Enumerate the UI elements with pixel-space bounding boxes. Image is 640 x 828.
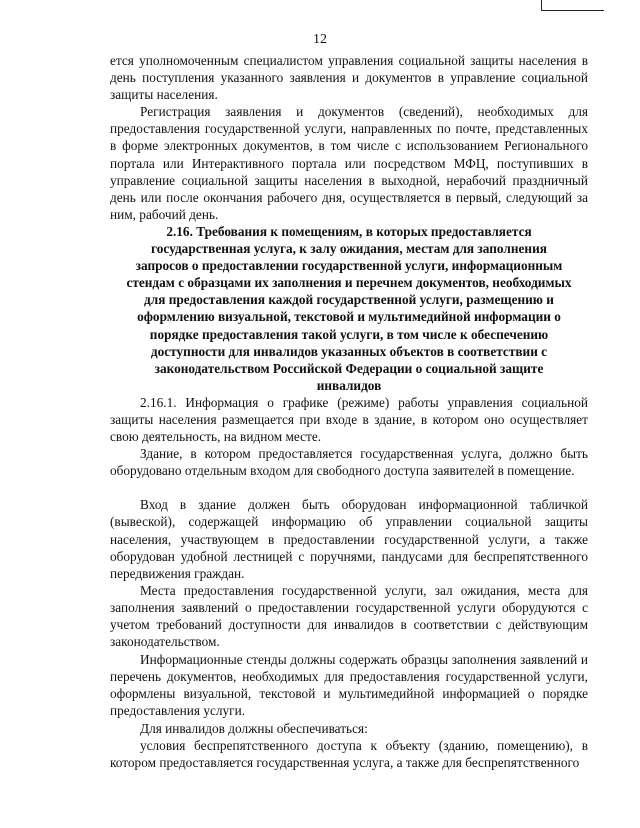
section-heading: 2.16. Требования к помещениям, в которых предоставляется государственная услуга, к залу ожидания, местам для заполнения запросов о предоставлении государственной услуги, информационным стендам с образцами их заполнения и перечнем документов, необходимых для предоставления каждой государственной услуги, размещению и оформлению визуальной, текстовой и мультимедийной информации о порядке предоставления такой услуги, в том числе к обеспечению доступности для инвалидов указанных объектов в соответствии с законодательством Российской Федерации о социальной защите инвалидов [126,223,572,393]
paragraph-access-conditions: условия беспрепятственного доступа к объекту (зданию, помещению), в котором предоставляется государственная услуга, а также для беспрепятственного [110,737,588,770]
page-number: 12 [313,32,327,47]
paragraph-separate-entrance: Здание, в котором предоставляется государственная услуга, должно быть оборудовано отдельным входом для свободного доступа заявителей в помещение. [110,446,588,479]
paragraph-continued: ется уполномоченным специалистом управления социальной защиты населения в день поступления указанного заявления и документов в управление социальной защиты населения. [110,53,588,103]
paragraph-schedule-info: 2.16.1. Информация о графике (режиме) работы управления социальной защиты населения размещается при входе в здание, в котором оно осуществляет свою деятельность, на видном месте. [110,394,588,445]
paragraph-info-stands: Информационные стенды должны содержать образцы заполнения заявлений и перечень документов, необходимых для предоставления государственной услуги, оформлены визуальной, текстовой и мультимедийной информацией о порядке предоставления услуги. [110,652,588,719]
corner-bracket-mark [541,0,604,11]
paragraph-entrance-sign: Вход в здание должен быть оборудован информационной табличкой (вывеской), содержащей информацию об управлении социальной защиты населения, участвующем в предоставлении государственной услуги, а также оборудован удобной лестницей с поручнями, пандусами для беспрепятственного передвижения граждан. [110,497,588,581]
paragraph-disabled-provisions: Для инвалидов должны обеспечиваться: [140,720,368,736]
document-body [110,52,588,771]
paragraph-registration: Регистрация заявления и документов (сведений), необходимых для предоставления государственной услуги, направленных по почте, представленных в форме электронных документов, в том числе с использованием Регионального портала или Интерактивного портала или посредством МФЦ, поступивших в управление социальной защиты населения в выходной, нерабочий праздничный день или после окончания рабочего дня, осуществляется в первый, следующий за ним, рабочий день. [110,104,588,222]
paragraph-accessibility: Места предоставления государственной услуги, зал ожидания, места для заполнения заявлений о предоставлении государственной услуги оборудуются с учетом требований доступности для инвалидов в соответствии с действующим законодательством. [110,582,588,650]
